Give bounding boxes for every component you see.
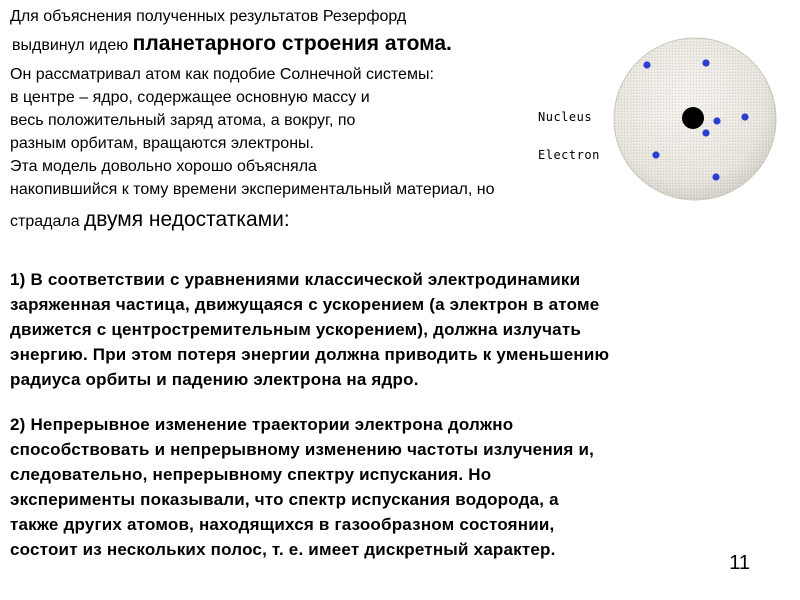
drawback-1-line: радиуса орбиты и падению электрона на ядро.	[10, 370, 419, 389]
drawback-1-line: заряженная частица, движущаяся с ускорением (а электрон в атоме	[10, 295, 600, 314]
intro-line-2-start: выдвинул идею	[12, 37, 129, 54]
nucleus	[682, 107, 704, 129]
nucleus-label: Nucleus	[538, 110, 593, 124]
intro-line-8: накопившийся к тому времени экспериментальный материал, но	[10, 181, 495, 198]
drawback-2-line: также других атомов, находящихся в газообразном состоянии,	[10, 515, 555, 534]
electron	[702, 129, 709, 136]
slide-number: 11	[729, 552, 750, 574]
electron	[713, 117, 720, 124]
drawback-2-line: следовательно, непрерывному спектру испускания. Но	[10, 465, 492, 484]
drawback-2-line: состоит из нескольких полос, т. е. имеет дискретный характер.	[10, 540, 556, 559]
intro-line-9	[10, 208, 290, 232]
intro-line-4: в центре – ядро, содержащее основную массу и	[10, 89, 370, 106]
electron-label: Electron	[538, 148, 600, 162]
intro-line-5: весь положительный заряд атома, а вокруг, по	[10, 112, 356, 129]
atom-illustration	[612, 36, 778, 202]
electron	[652, 151, 659, 158]
intro-line-3: Он рассматривал атом как подобие Солнечной системы:	[10, 66, 434, 83]
intro-line-6: разным орбитам, вращаются электроны.	[10, 135, 314, 152]
planetary-model-phrase: планетарного строения атома.	[132, 32, 452, 55]
intro-line-7: Эта модель довольно хорошо объясняла	[10, 158, 317, 175]
drawback-2-line: эксперименты показывали, что спектр испускания водорода, а	[10, 490, 559, 509]
drawback-2-line: способствовать и непрерывному изменению частоты излучения и,	[10, 440, 595, 459]
two-drawbacks-phrase: двумя недостатками:	[84, 208, 290, 231]
intro-line-1: Для объяснения полученных результатов Резерфорд	[10, 8, 407, 25]
drawback-1-line: движется с центростремительным ускорением), должна излучать	[10, 320, 581, 339]
electron	[741, 113, 748, 120]
electron	[643, 61, 650, 68]
drawback-2-line: 2) Непрерывное изменение траектории электрона должно	[10, 415, 514, 434]
intro-line-9-start: страдала	[10, 213, 80, 230]
drawback-1-line: энергию. При этом потеря энергии должна приводить к уменьшению	[10, 345, 610, 364]
electron	[702, 59, 709, 66]
intro-line-2	[12, 32, 452, 56]
drawback-1-line: 1) В соответствии с уравнениями классической электродинамики	[10, 270, 581, 289]
electron	[712, 173, 719, 180]
